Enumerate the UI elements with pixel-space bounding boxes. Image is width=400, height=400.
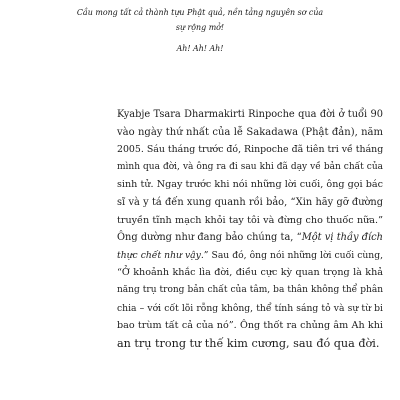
verse-line-1: Cầu mong tất cả thành tựu Phật quả, nền tảng nguyên sơ của <box>76 8 324 17</box>
paragraph-line: 2005. Sáu tháng trước đó, Rinpoche đã tiên tri về tháng <box>117 144 384 156</box>
paragraph-line: mình qua đời, và ông ra đi sau khi đã dạy về bản chất của <box>117 161 383 172</box>
paragraph-line: Kyabje Tsara Dharmakirti Rinpoche qua đời ở tuổi 90 <box>117 109 383 120</box>
paragraph-line: chia – với cốt lõi rỗng không, thể tính sáng tỏ và sự từ bi <box>117 302 383 314</box>
paragraph-line <box>117 229 383 247</box>
paragraph-line <box>117 247 383 265</box>
italic-quote: thực chết như vậy <box>117 249 201 261</box>
line-text: Ông dường như đang bảo chúng ta, “ <box>117 232 302 244</box>
paragraph-line: năng trụ trong bản chất của tâm, ba thân không thể phân <box>117 284 383 295</box>
paragraph-line: an trụ trong tư thế kim cương, sau đó qua đời. <box>117 336 380 350</box>
line-text: .” Sau đó, ông nói những lời cuối cùng, <box>200 249 383 261</box>
paragraph-line: bao trùm tất cả của nó”. Ông thốt ra chủng âm Ah khi <box>117 320 383 332</box>
body-paragraph <box>117 106 383 352</box>
dedication-verse <box>0 5 400 56</box>
paragraph-line: truyền tĩnh mạch khỏi tay tôi và đừng cho thuốc nữa.” <box>117 214 383 226</box>
bleed-through-text <box>134 52 354 104</box>
paragraph-line: sĩ và y tá đến xung quanh rồi bảo, “Xin hãy gỡ đường <box>117 196 383 208</box>
paragraph-line: “Ở khoảnh khắc lìa đời, điều cực kỳ quan trọng là khả <box>117 267 383 279</box>
paragraph-line: sinh tử. Ngay trước khi nói những lời cuối, ông gọi bác <box>117 179 383 191</box>
verse-line-2: sự rộng mở! <box>175 23 225 32</box>
italic-quote: Một vị thầy đích <box>301 232 383 244</box>
verse-exclamation: Ah! Ah! Ah! <box>176 44 224 53</box>
paragraph-line: vào ngày thứ nhất của lễ Sakadawa (Phật đản), năm <box>117 126 383 138</box>
